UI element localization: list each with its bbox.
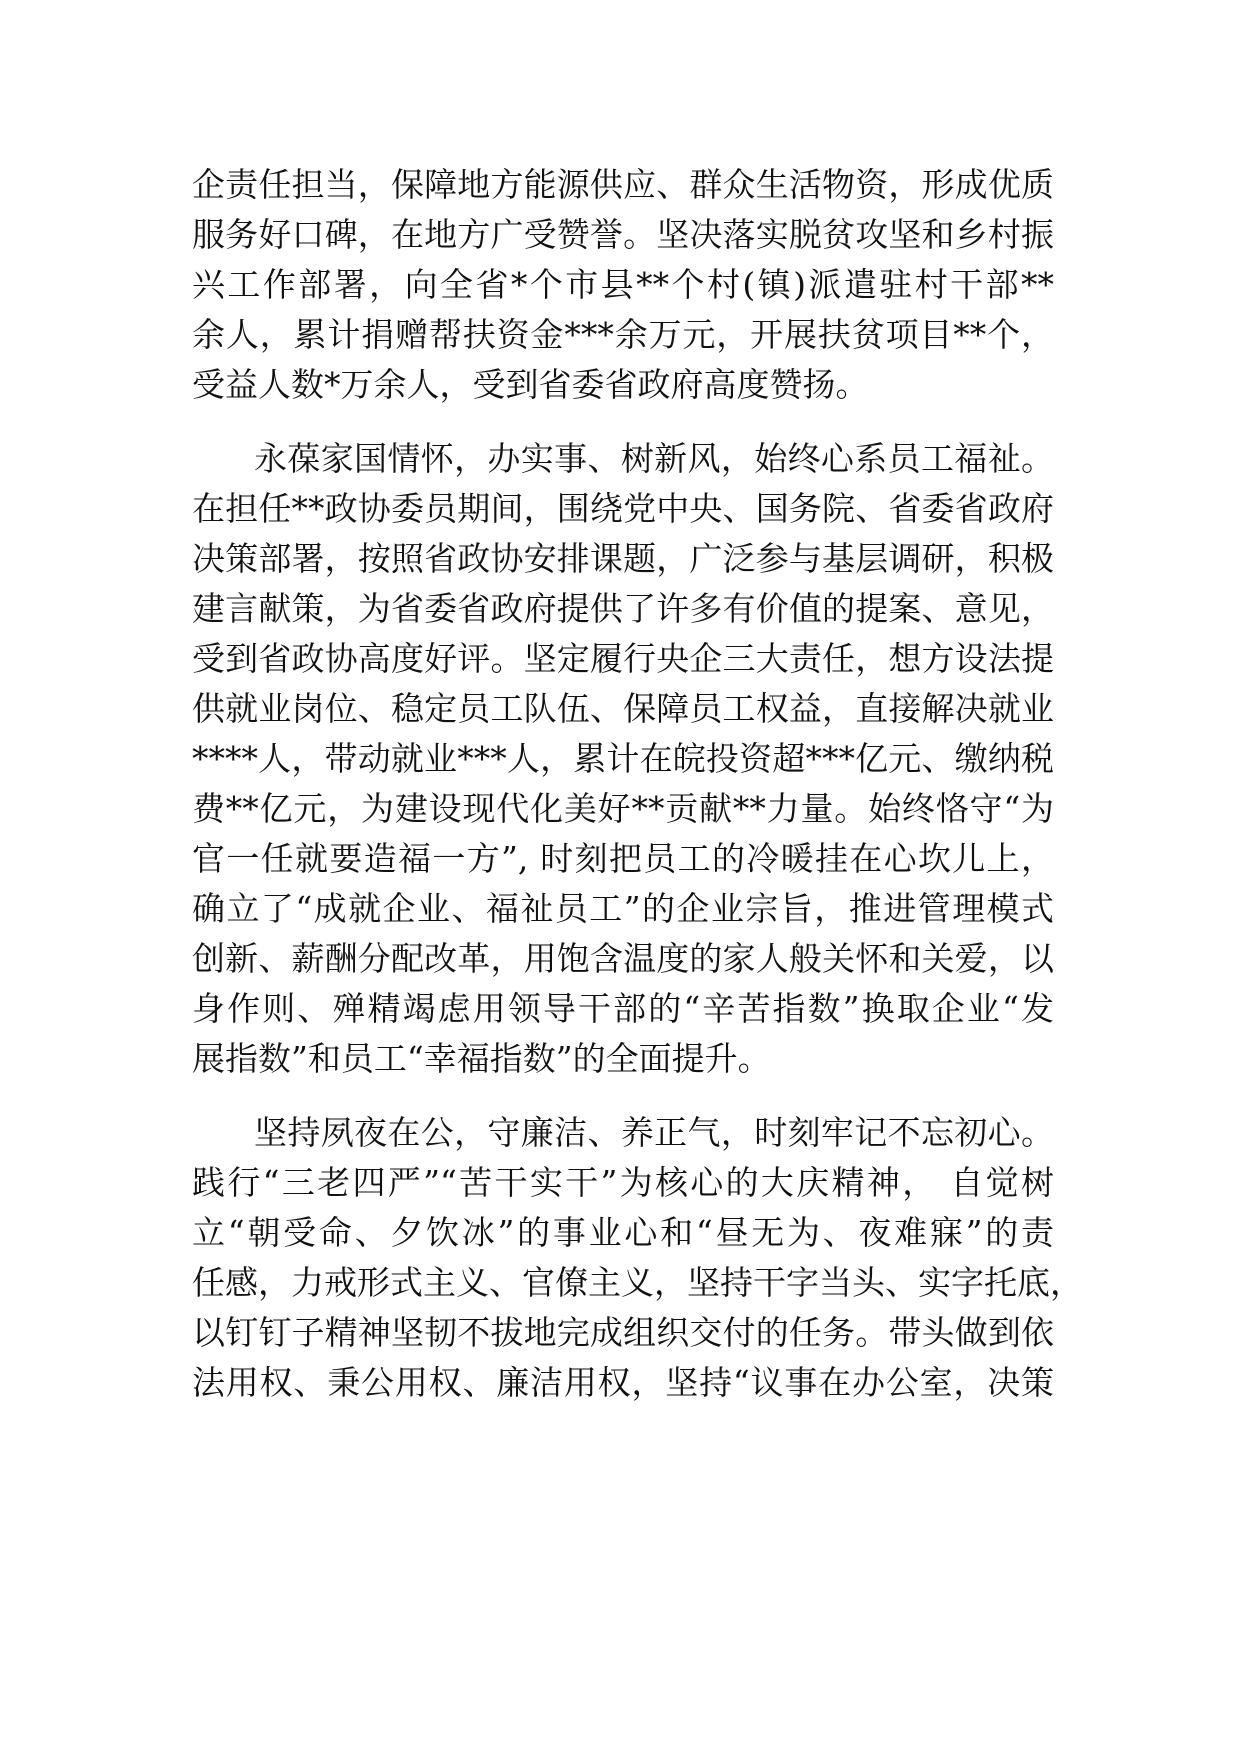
text-line: 永葆家国情怀，办实事、树新风，始终心系员工福祉。 [254, 439, 1054, 478]
text-line: 决策部署，按照省政协安排课题，广泛参与基层调研，积极 [192, 539, 1054, 578]
paragraph-spacer [192, 1084, 1054, 1108]
text-line: 法用权、秉公用权、廉洁用权，坚持“议事在办公室，决策 [192, 1363, 1054, 1402]
text-line: 任感，力戒形式主义、官僚主义，坚持干字当头、实字托底， [192, 1263, 1083, 1302]
text-line: 供就业岗位、稳定员工队伍、保障员工权益，直接解决就业 [192, 689, 1054, 728]
paragraph-spacer [192, 410, 1054, 434]
text-line: 展指数”和员工“幸福指数”的全面提升。 [192, 1039, 771, 1078]
text-line: 以钉钉子精神坚韧不拔地完成组织交付的任务。带头做到依 [192, 1313, 1054, 1352]
text-line: 立“朝受命、夕饮冰”的事业心和“昼无为、夜难寐”的责 [192, 1213, 1054, 1252]
paragraph-2 [192, 434, 1054, 1084]
text-line: 坚持夙夜在公，守廉洁、养正气，时刻牢记不忘初心。 [254, 1113, 1054, 1152]
text-line: 兴工作部署，向全省*个市县**个村(镇)派遣驻村干部** [192, 265, 1054, 304]
text-line: 受到省政协高度好评。坚定履行央企三大责任，想方设法提 [192, 639, 1054, 678]
text-line: 官一任就要造福一方”, 时刻把员工的冷暖挂在心坎儿上， [192, 839, 1054, 878]
text-line: 余人，累计捐赠帮扶资金***余万元，开展扶贫项目**个， [192, 315, 1054, 354]
text-line: 企责任担当，保障地方能源供应、群众生活物资，形成优质 [192, 165, 1054, 204]
text-line: 确立了“成就企业、福祉员工”的企业宗旨，推进管理模式 [192, 889, 1054, 928]
text-line: 身作则、殚精竭虑用领导干部的“辛苦指数”换取企业“发 [192, 989, 1054, 1028]
text-line: 费**亿元，为建设现代化美好**贡献**力量。始终恪守“为 [192, 789, 1054, 828]
text-line: 践行“三老四严”“苦干实干”为核心的大庆精神， 自觉树 [192, 1163, 1054, 1202]
text-line: ****人，带动就业***人，累计在皖投资超***亿元、缴纳税 [192, 739, 1055, 778]
text-line: 受益人数*万余人，受到省委省政府高度赞扬。 [192, 365, 869, 404]
text-line: 服务好口碑，在地方广受赞誉。坚决落实脱贫攻坚和乡村振 [192, 215, 1054, 254]
paragraph-1 [192, 160, 1054, 410]
text-line: 建言献策，为省委省政府提供了许多有价值的提案、意见， [192, 589, 1054, 628]
text-line: 在担任**政协委员期间，围绕党中央、国务院、省委省政府 [192, 489, 1054, 528]
document-body [192, 160, 1083, 1408]
paragraph-3 [192, 1108, 1083, 1408]
text-line: 创新、薪酬分配改革，用饱含温度的家人般关怀和关爱，以 [192, 939, 1054, 978]
